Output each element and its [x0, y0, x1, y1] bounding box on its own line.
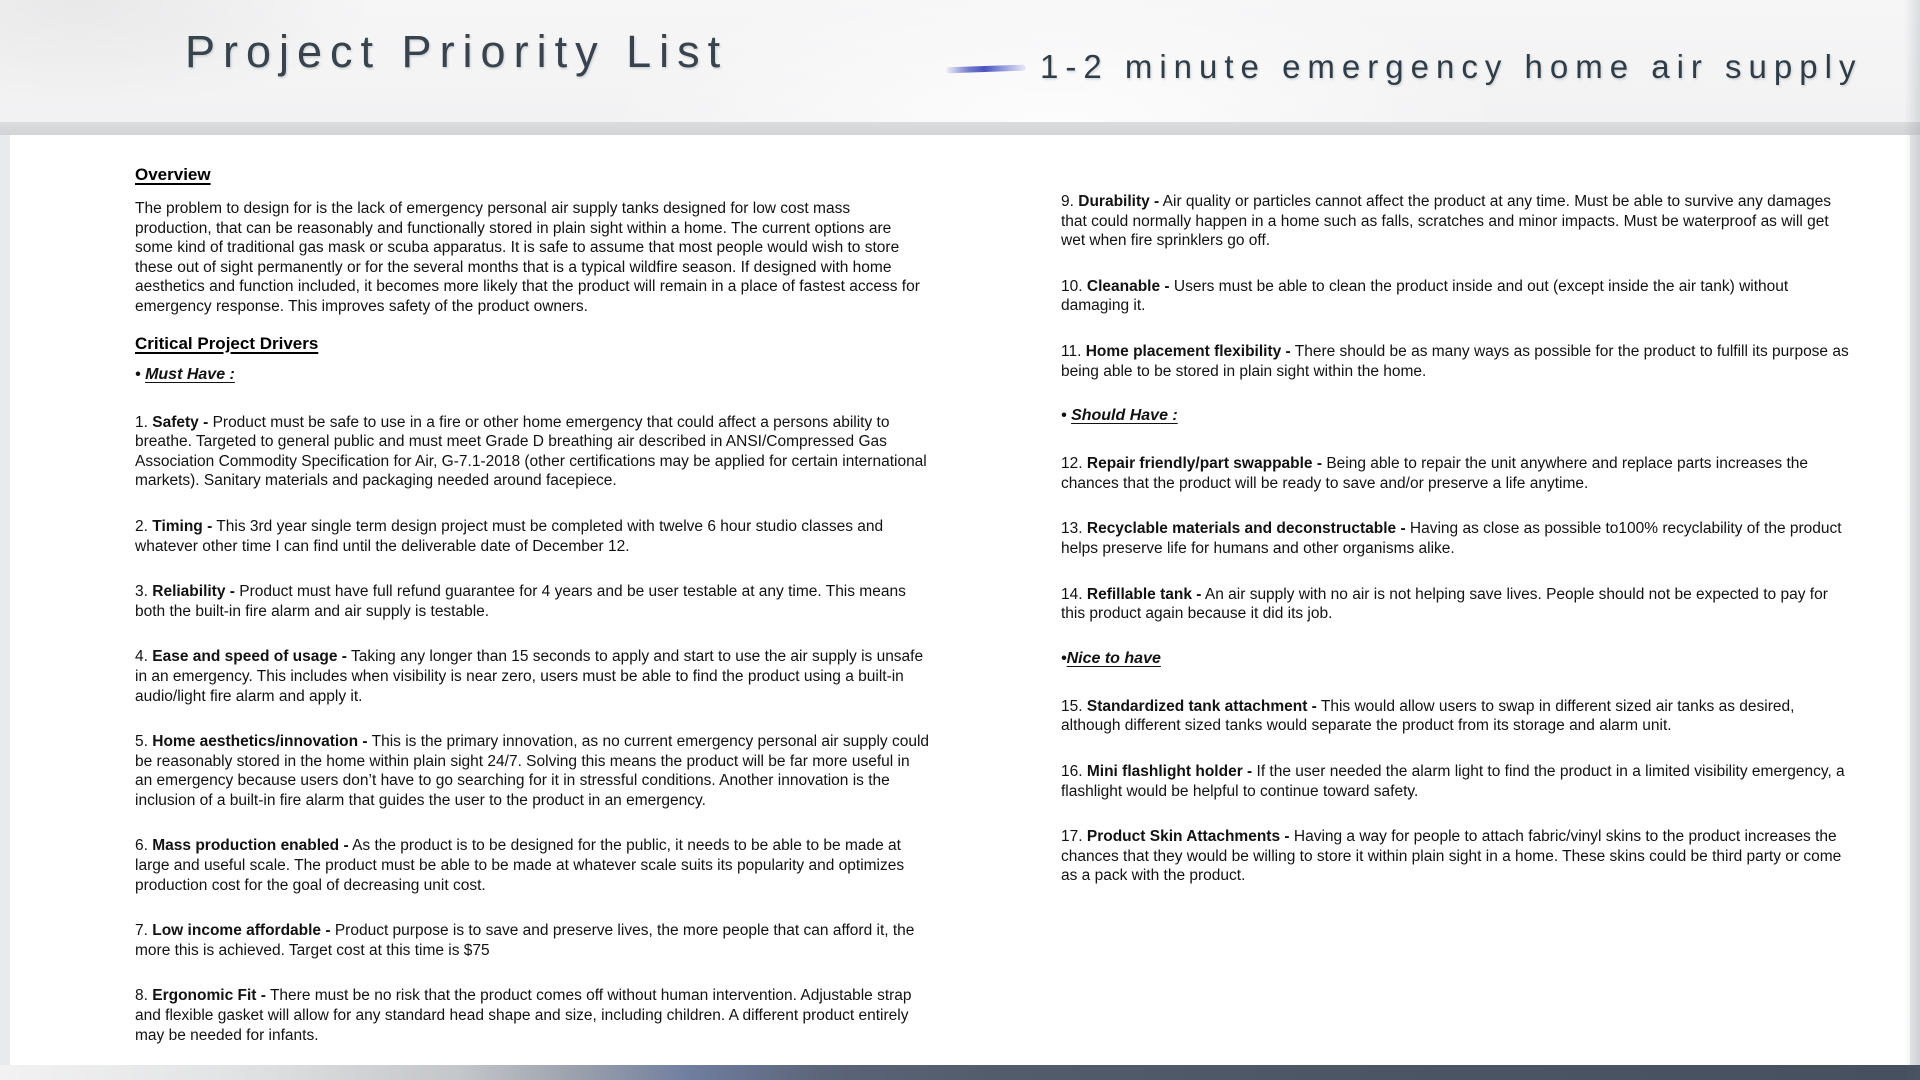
- item-number: 16.: [1061, 762, 1083, 780]
- item-label: Ergonomic Fit -: [152, 987, 266, 1005]
- group-header-should-have: [1061, 407, 1851, 425]
- item-text: Being able to repair the unit anywhere and replace parts increases the chances that the product will be ready to save and/or preserve a life anytime.: [1061, 455, 1809, 492]
- item-text: An air supply with no air is not helping save lives. People should not be expected to pay for this product again because it did its job.: [1061, 585, 1828, 623]
- two-column-layout: [10, 135, 1910, 1065]
- group-header-nice-to-have: [1061, 650, 1851, 668]
- priority-item-3: [135, 582, 930, 621]
- item-text: Having as close as possible to100% recyclability of the product helps preserve life for humans and other organisms alike.: [1061, 520, 1842, 557]
- group-label: Should Have :: [1071, 407, 1178, 425]
- priority-item-16: [1061, 762, 1851, 801]
- item-label: Mini flashlight holder -: [1086, 762, 1253, 780]
- bullet-icon: •: [1061, 407, 1067, 425]
- item-label: Standardized tank attachment -: [1086, 697, 1317, 715]
- priority-item-2: [135, 517, 930, 556]
- item-label: Refillable tank -: [1086, 585, 1202, 603]
- priority-item-1: [135, 413, 930, 491]
- priority-item-6: [135, 836, 930, 895]
- page-title: Project Priority List: [185, 26, 729, 77]
- item-text: This would allow users to swap in different sized air tanks as desired, although different sized tanks would separate the product from its storage and alarm unit.: [1061, 697, 1795, 735]
- item-number: 14.: [1061, 585, 1083, 603]
- priority-item-15: [1061, 697, 1851, 736]
- item-text: Having a way for people to attach fabric/vinyl skins to the product increases the chances that they would be willing to store it within plain sight in a home. These skins could be third party or come as a pack with the product.: [1061, 828, 1842, 885]
- document-page: [10, 135, 1910, 1065]
- item-number: 15.: [1061, 697, 1083, 715]
- item-label: Timing -: [152, 517, 213, 535]
- item-label: Mass production enabled -: [152, 837, 349, 855]
- item-number: 12.: [1061, 455, 1083, 473]
- item-label: Safety -: [152, 413, 209, 431]
- priority-item-4: [135, 647, 930, 706]
- item-label: Low income affordable -: [152, 922, 331, 940]
- group-label: Nice to have: [1066, 649, 1161, 667]
- item-number: 7.: [135, 922, 148, 940]
- priority-item-5: [135, 732, 930, 810]
- item-text: There must be no risk that the product comes off without human intervention. Adjustable strap and flexible gasket will allow for any standard head shape and size, including children. A different product entirely may be needed for infants.: [135, 987, 912, 1044]
- document-header: [0, 0, 1920, 122]
- priority-item-13: [1061, 519, 1851, 558]
- item-text: This 3rd year single term design project must be completed with twelve 6 hour studio classes and whatever other time I can find until the deliverable date of December 12.: [135, 517, 884, 555]
- item-label: Cleanable -: [1086, 277, 1170, 295]
- group-header-must-have: [135, 366, 930, 384]
- priority-item-17: [1061, 827, 1851, 886]
- item-number: 11.: [1061, 342, 1082, 360]
- right-column: [1061, 165, 1851, 1065]
- item-text: There should be as many ways as possible for the product to fulfill its purpose as being able to be stored in plain sight within the home.: [1061, 342, 1849, 380]
- bullet-icon: •: [135, 365, 141, 383]
- priority-item-11: [1061, 342, 1851, 381]
- priority-item-14: [1061, 585, 1851, 624]
- item-text: Product must be safe to use in a fire or other home emergency that could affect a persons ability to breathe. Targeted to general public and must meet Grade D breathing air described in ANSI/Compressed Gas Association Commodity Specification for Air, G-7.1-2018 (other certifications may be applied for certain international markets). Sanitary materials and packaging needed around facepiece.: [135, 413, 927, 490]
- item-text: Product must have full refund guarantee for 4 years and be user testable at any time. This means both the built-in fire alarm and air supply is testable.: [135, 583, 906, 620]
- drivers-heading: Critical Project Drivers: [135, 333, 319, 353]
- item-number: 3.: [135, 583, 148, 601]
- item-number: 2.: [135, 517, 148, 535]
- item-text: Taking any longer than 15 seconds to apply and start to use the air supply is unsafe in an emergency. This includes when visibility is near zero, users must be able to find the product using a built-in audio/light fire alarm and apply it.: [135, 648, 924, 705]
- item-text: As the product is to be designed for the public, it needs to be able to be made at large and useful scale. The product must be able to be made at whatever scale suits its popularity and optimizes production cost for the goal of decreasing unit cost.: [135, 837, 905, 894]
- item-number: 5.: [135, 733, 148, 751]
- item-label: Home placement flexibility -: [1085, 342, 1291, 360]
- priority-item-9: [1061, 192, 1851, 251]
- item-number: 10.: [1061, 277, 1083, 295]
- item-label: Reliability -: [152, 583, 235, 601]
- footer-gradient-bar: [0, 1065, 1920, 1080]
- priority-item-7: [135, 921, 930, 960]
- item-label: Product Skin Attachments -: [1086, 828, 1290, 846]
- overview-paragraph: The problem to design for is the lack of emergency personal air supply tanks designed for low cost mass production, that can be reasonably and functionally stored in plain sight within a home. The current options are some kind of traditional gas mask or scuba apparatus. It is safe to assume that most people would wish to store these out of sight permanently or for the several months that is a typical wildfire season. If designed with home aesthetics and function included, it becomes more likely that the product will remain in a place of fastest access for emergency response. This improves safety of the product owners.: [135, 200, 920, 315]
- header-divider: [0, 122, 1920, 135]
- bullet-icon: •: [1061, 649, 1067, 667]
- left-column: [135, 165, 930, 1065]
- item-label: Ease and speed of usage -: [152, 648, 347, 666]
- page-subtitle: 1-2 minute emergency home air supply: [1040, 48, 1863, 85]
- group-label: Must Have :: [145, 365, 235, 383]
- priority-item-8: [135, 986, 930, 1045]
- item-number: 13.: [1061, 520, 1083, 538]
- item-number: 9.: [1061, 193, 1074, 210]
- item-number: 1.: [135, 413, 148, 431]
- accent-dash-icon: [946, 65, 1026, 74]
- item-number: 6.: [135, 837, 148, 855]
- item-text: Users must be able to clean the product inside and out (except inside the air tank) without damaging it.: [1061, 277, 1789, 315]
- priority-item-10: [1061, 277, 1851, 316]
- overview-heading: Overview: [135, 165, 211, 184]
- item-number: 8.: [135, 987, 148, 1005]
- item-text: Product purpose is to save and preserve lives, the more people that can afford it, the more this is achieved. Target cost at this time is $75: [135, 922, 915, 959]
- item-text: If the user needed the alarm light to find the product in a limited visibility emergency, a flashlight would be helpful to continue toward safety.: [1061, 762, 1845, 800]
- item-number: 4.: [135, 648, 148, 666]
- item-label: Repair friendly/part swappable -: [1086, 455, 1323, 473]
- item-label: Home aesthetics/innovation -: [152, 733, 368, 751]
- priority-item-12: [1061, 454, 1851, 493]
- item-label: Durability -: [1078, 193, 1160, 210]
- item-text: This is the primary innovation, as no current emergency personal air supply could be reasonably stored in the home within plain sight 24/7. Solving this means the product will be far more useful in an emergency because users don’t have to go searching for it in stressful conditions. Another innovation is the inclusion of a built-in fire alarm that guides the user to the product in an emergency.: [135, 733, 930, 809]
- item-label: Recyclable materials and deconstructable -: [1086, 520, 1406, 538]
- item-text: Air quality or particles cannot affect the product at any time. Must be able to survive any damages that could normally happen in a home such as falls, scratches and minor impacts. Must be waterproof as will get wet when fire sprinklers go off.: [1061, 193, 1831, 250]
- item-number: 17.: [1061, 828, 1083, 846]
